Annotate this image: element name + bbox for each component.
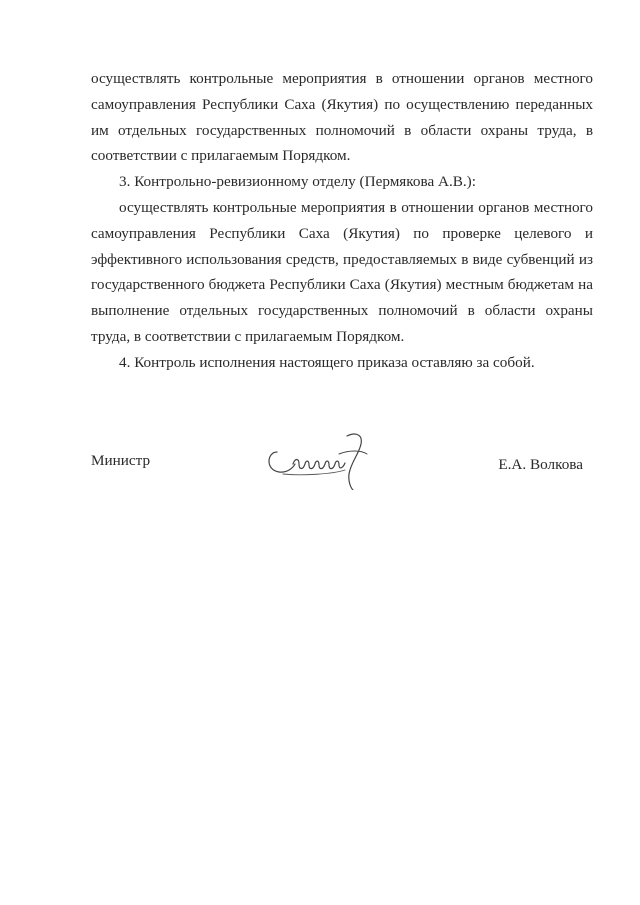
paragraph-4: 4. Контроль исполнения настоящего приказа оставляю за собой. xyxy=(119,353,535,371)
paragraph-3: осуществлять контрольные мероприятия в отношении органов местного самоуправления Республики Саха (Якутия) по проверке целевого и эффективного использования средств, предоставляемых в виде субвенций из государственного бюджета Республики Саха (Якутия) местным бюджетам на выполнение отдельных государственных полномочий в области охраны труда, в соответствии с прилагаемым Порядком. xyxy=(91,198,593,345)
signer-name: Е.А. Волкова xyxy=(498,456,583,473)
signer-position: Министр xyxy=(91,452,151,469)
handwritten-signature-icon xyxy=(263,430,383,490)
paragraph-1: осуществлять контрольные мероприятия в отношении органов местного самоуправления Республики Саха (Якутия) по осуществлению переданных им отдельных государственных полномочий в области охраны труда, в соответствии с прилагаемым Порядком. xyxy=(91,70,593,165)
document-body xyxy=(91,66,593,376)
signature-block xyxy=(91,448,593,488)
paragraph-2: 3. Контрольно-ревизионному отделу (Пермякова А.В.): xyxy=(119,173,476,191)
